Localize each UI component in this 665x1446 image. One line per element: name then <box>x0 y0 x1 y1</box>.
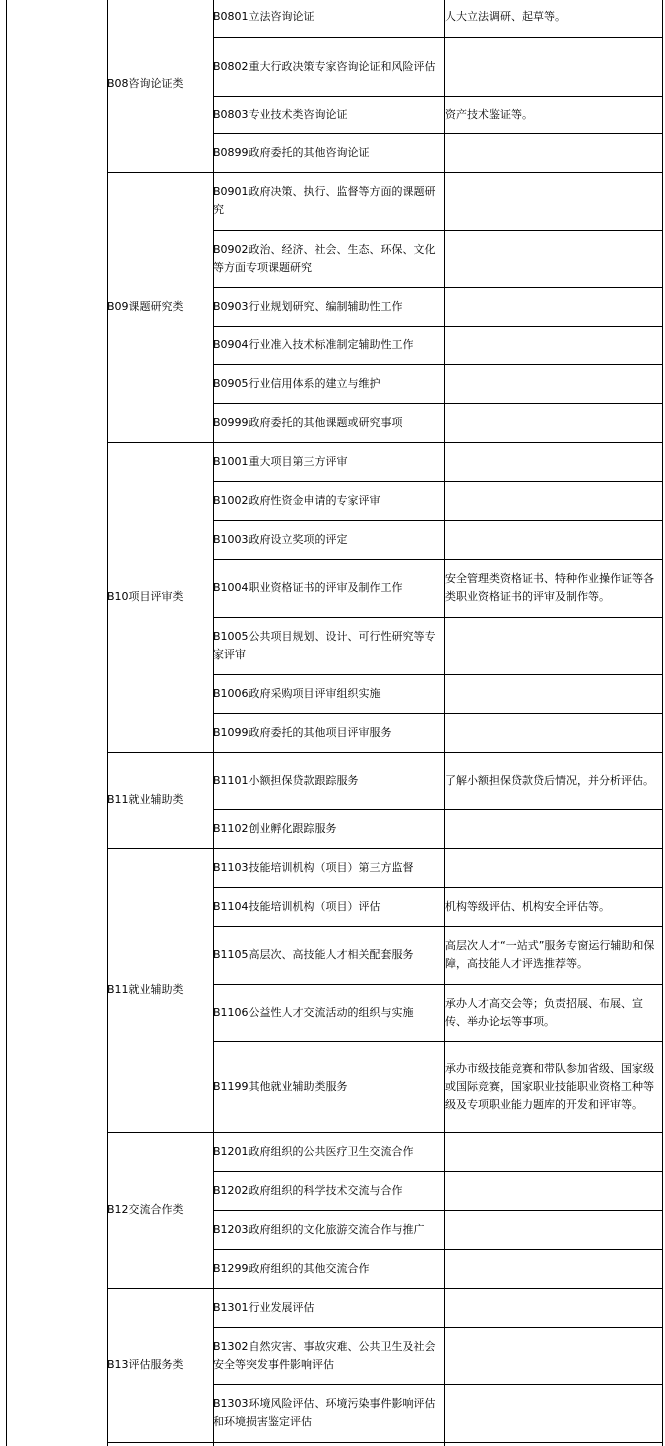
item-cell-text: B1302自然灾害、事故灾难、公共卫生及社会安全等突发事件影响评估 <box>213 1339 436 1371</box>
note-cell <box>445 230 661 287</box>
row-divider <box>213 1041 662 1042</box>
category-cell-text: B10项目评审类 <box>107 590 184 603</box>
column-divider <box>6 0 7 1446</box>
category-cell-text: B11就业辅助类 <box>107 983 184 996</box>
row-divider <box>213 520 662 521</box>
category-cell <box>107 172 213 442</box>
note-cell <box>445 674 661 713</box>
item-cell <box>213 1327 444 1384</box>
item-cell-text: B1103技能培训机构（项目）第三方监督 <box>213 860 414 874</box>
item-cell <box>213 326 444 364</box>
group-divider <box>107 848 662 849</box>
note-cell <box>445 172 661 230</box>
row-divider <box>213 887 662 888</box>
item-cell <box>213 752 444 809</box>
item-cell <box>213 481 444 520</box>
item-cell <box>213 520 444 559</box>
item-cell-text: B0903行业规划研究、编制辅助性工作 <box>213 299 403 313</box>
note-cell <box>445 752 661 809</box>
item-cell <box>213 1288 444 1327</box>
category-cell <box>107 1132 213 1288</box>
item-cell-text: B1299政府组织的其他交流合作 <box>213 1261 370 1275</box>
group-divider <box>107 1288 662 1289</box>
group-divider <box>107 1132 662 1133</box>
item-cell-text: B0904行业准入技术标准制定辅助性工作 <box>213 338 414 351</box>
item-cell <box>213 172 444 230</box>
note-cell <box>445 1132 661 1171</box>
row-divider <box>213 403 662 404</box>
item-cell-text: B0803专业技术类咨询论证 <box>213 107 348 121</box>
note-cell-text: 了解小额担保贷款贷后情况，并分析评估。 <box>445 773 654 787</box>
item-cell-text: B1303环境风险评估、环境污染事件影响评估和环境损害鉴定评估 <box>213 1397 436 1428</box>
item-cell <box>213 133 444 172</box>
item-cell-text: B1106公益性人才交流活动的组织与实施 <box>213 1005 414 1019</box>
note-cell <box>445 887 661 926</box>
row-divider <box>213 1327 662 1328</box>
note-cell-text: 人大立法调研、起草等。 <box>445 9 566 23</box>
category-cell <box>107 442 213 752</box>
item-cell-text: B1004职业资格证书的评审及制作工作 <box>213 581 403 594</box>
item-cell-text: B0801立法咨询论证 <box>213 9 315 23</box>
note-cell <box>445 1249 661 1288</box>
item-cell <box>213 96 444 133</box>
row-divider <box>213 37 662 38</box>
item-cell <box>213 287 444 326</box>
item-cell <box>213 984 444 1041</box>
category-cell <box>107 752 213 848</box>
item-cell <box>213 37 444 96</box>
row-divider <box>213 133 662 134</box>
item-cell-text: B0905行业信用体系的建立与维护 <box>213 376 381 390</box>
note-cell-text: 安全管理类资格证书、特种作业操作证等各类职业资格证书的评审及制作等。 <box>445 572 654 603</box>
row-divider <box>213 287 662 288</box>
note-cell <box>445 133 661 172</box>
group-divider <box>107 1442 662 1443</box>
note-cell <box>445 1210 661 1249</box>
item-cell <box>213 1171 444 1210</box>
category-cell-text: B12交流合作类 <box>107 1203 184 1216</box>
note-cell <box>445 520 661 559</box>
item-cell-text: B1101小额担保贷款跟踪服务 <box>213 773 359 787</box>
item-cell-text: B1003政府设立奖项的评定 <box>213 532 348 546</box>
item-cell <box>213 1210 444 1249</box>
item-cell <box>213 403 444 442</box>
item-cell <box>213 0 444 37</box>
category-cell <box>107 0 213 172</box>
item-cell <box>213 230 444 287</box>
row-divider <box>213 230 662 231</box>
note-cell <box>445 364 661 403</box>
category-cell <box>107 848 213 1132</box>
note-cell-text: 资产技术鉴证等。 <box>445 107 533 121</box>
group-divider <box>107 752 662 753</box>
note-cell-text: 承办市级技能竞赛和带队参加省级、国家级或国际竞赛，国家职业技能职业资格工种等级及专项职业能力题库的开发和评审等。 <box>445 1061 654 1111</box>
category-cell-text: B09课题研究类 <box>107 300 184 313</box>
item-cell-text: B1006政府采购项目评审组织实施 <box>213 686 381 700</box>
note-cell <box>445 1384 661 1442</box>
column-divider <box>662 0 663 1446</box>
note-cell <box>445 926 661 984</box>
item-cell <box>213 1384 444 1442</box>
item-cell <box>213 559 444 617</box>
item-cell-text: B1301行业发展评估 <box>213 1300 315 1314</box>
item-cell-text: B1099政府委托的其他项目评审服务 <box>213 725 392 739</box>
row-divider <box>213 713 662 714</box>
item-cell <box>213 848 444 887</box>
row-divider <box>213 481 662 482</box>
note-cell <box>445 403 661 442</box>
item-cell <box>213 674 444 713</box>
item-cell <box>213 1041 444 1132</box>
row-divider <box>213 926 662 927</box>
note-cell <box>445 1041 661 1132</box>
note-cell <box>445 1171 661 1210</box>
note-cell <box>445 713 661 752</box>
item-cell-text: B1102创业孵化跟踪服务 <box>213 821 337 835</box>
row-divider <box>213 617 662 618</box>
item-cell-text: B1202政府组织的科学技术交流与合作 <box>213 1183 403 1197</box>
note-cell-text: 高层次人才“一站式”服务专窗运行辅助和保障，高技能人才评选推荐等。 <box>445 939 655 970</box>
note-cell <box>445 37 661 96</box>
item-cell-text: B0999政府委托的其他课题或研究事项 <box>213 415 403 429</box>
row-divider <box>213 96 662 97</box>
item-cell-text: B1001重大项目第三方评审 <box>213 454 348 468</box>
note-cell <box>445 287 661 326</box>
item-cell-text: B1199其他就业辅助类服务 <box>213 1079 348 1093</box>
category-cell <box>107 1288 213 1442</box>
item-cell <box>213 617 444 674</box>
category-cell-text: B13评估服务类 <box>107 1358 184 1371</box>
note-cell-text: 机构等级评估、机构安全评估等。 <box>445 899 610 913</box>
row-divider <box>213 809 662 810</box>
item-cell <box>213 364 444 403</box>
note-cell <box>445 96 661 133</box>
row-divider <box>213 1210 662 1211</box>
row-divider <box>213 984 662 985</box>
note-cell <box>445 809 661 848</box>
note-cell <box>445 559 661 617</box>
category-cell-text: B08咨询论证类 <box>107 77 184 90</box>
item-cell-text: B0899政府委托的其他咨询论证 <box>213 145 370 159</box>
note-cell <box>445 0 661 37</box>
row-divider <box>213 559 662 560</box>
item-cell-text: B0901政府决策、执行、监督等方面的课题研究 <box>213 185 436 216</box>
item-cell-text: B1005公共项目规划、设计、可行性研究等专家评审 <box>213 629 436 661</box>
row-divider <box>213 326 662 327</box>
note-cell <box>445 1288 661 1327</box>
item-cell <box>213 1132 444 1171</box>
group-divider <box>107 172 662 173</box>
row-divider <box>213 1171 662 1172</box>
note-cell <box>445 442 661 481</box>
item-cell <box>213 713 444 752</box>
note-cell <box>445 984 661 1041</box>
row-divider <box>213 1384 662 1385</box>
item-cell-text: B1105高层次、高技能人才相关配套服务 <box>213 948 414 961</box>
category-cell-text: B11就业辅助类 <box>107 793 184 806</box>
item-cell <box>213 809 444 848</box>
group-divider <box>107 442 662 443</box>
item-cell-text: B0802重大行政决策专家咨询论证和风险评估 <box>213 59 436 73</box>
item-cell-text: B1201政府组织的公共医疗卫生交流合作 <box>213 1144 414 1158</box>
item-cell <box>213 442 444 481</box>
item-cell <box>213 1249 444 1288</box>
item-cell-text: B1104技能培训机构（项目）评估 <box>213 899 381 913</box>
note-cell <box>445 481 661 520</box>
item-cell-text: B1203政府组织的文化旅游交流合作与推广 <box>213 1222 425 1236</box>
note-cell <box>445 326 661 364</box>
item-cell-text: B0902政治、经济、社会、生态、环保、文化等方面专项课题研究 <box>213 242 436 274</box>
row-divider <box>213 364 662 365</box>
note-cell <box>445 617 661 674</box>
note-cell-text: 承办人才高交会等；负责招展、布展、宣传、举办论坛等事项。 <box>445 996 643 1028</box>
item-cell <box>213 926 444 984</box>
note-cell <box>445 848 661 887</box>
item-cell <box>213 887 444 926</box>
row-divider <box>213 1249 662 1250</box>
note-cell <box>445 1327 661 1384</box>
row-divider <box>213 674 662 675</box>
item-cell-text: B1002政府性资金申请的专家评审 <box>213 493 381 507</box>
